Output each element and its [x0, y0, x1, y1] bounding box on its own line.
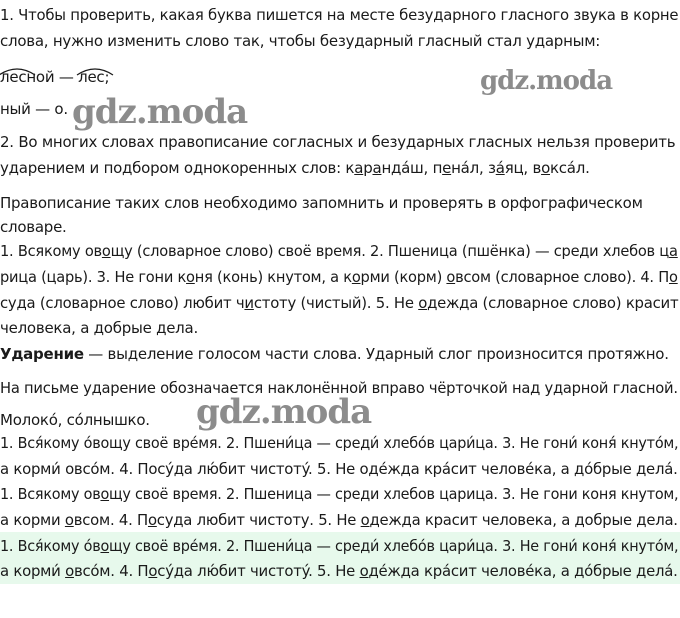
- text-line: На письме ударение обозначается наклонённой вправо чёрточкой над ударной гласной.: [0, 379, 678, 397]
- term: Ударение: [0, 345, 84, 363]
- text-line: 1. Вся́кому óвощу своё врéмя. 2. Пшени́ца — среди́ хлебóв цари́ца. 3. Не гони́ коня́ кнутóм,: [0, 434, 679, 452]
- text-line: человека, а добрые дела.: [0, 319, 198, 337]
- text-line: 1. Чтобы проверить, какая буква пишется на месте безударного гласного звука в корне: [0, 6, 679, 24]
- text-line: Молокó, сóлнышко.: [0, 411, 150, 429]
- definition-line: Ударение — выделение голосом части слова. Ударный слог произносится протяжно.: [0, 345, 669, 363]
- root-example-line: [0, 64, 109, 90]
- root-text: лес: [78, 68, 105, 86]
- text-line: а корми́ овсóм. 4. Посýда лю́бит чистотý. 5. Не одéжда крáсит человéка, а дóбрые делá.: [0, 460, 678, 478]
- root-mark: [78, 64, 104, 90]
- root-text: лес: [0, 68, 27, 86]
- answer-line: 1. Вся́кому óвощу своё врéмя. 2. Пшени́ца — среди́ хлебóв цари́ца. 3. Не гони́ коня́ кнутóм,: [0, 537, 679, 555]
- watermark: gdz.moda: [480, 66, 613, 96]
- tail-text: ;: [104, 68, 110, 86]
- text-line: словаре.: [0, 218, 67, 236]
- root-mark: [0, 64, 26, 90]
- dash-text: —: [54, 68, 79, 86]
- text-line: а корми овсом. 4. Посуда любит чистоту. 5. Не одежда красит человека, а добрые дела.: [0, 511, 678, 529]
- text-line: рица (царь). 3. Не гони коня (конь) кнутом, а корми (корм) овсом (словарное слово). 4. По: [0, 268, 678, 286]
- text-line: суда (словарное слово) любит чистоту (чистый). 5. Не одежда (словарное слово) красит: [0, 294, 679, 312]
- text-line: 2. Во многих словах правописание согласных и безударных гласных нельзя проверить: [0, 133, 676, 151]
- watermark: gdz.moda: [72, 92, 248, 132]
- text-line: 1. Всякому овощу своё время. 2. Пшеница — среди хлебов царица. 3. Не гони коня кнутом,: [0, 485, 679, 503]
- text-line: ударением и подбором однокоренных слов: карандáш, пенáл, заяц, воксáл.: [0, 159, 590, 177]
- ending-text: ной: [26, 68, 55, 86]
- text-line: слова, нужно изменить слово так, чтобы безударный гласный стал ударным:: [0, 32, 601, 50]
- text-line: Правописание таких слов необходимо запомнить и проверять в орфографическом: [0, 194, 643, 212]
- text-line: ный — о.: [0, 100, 68, 118]
- watermark: gdz.moda: [196, 392, 372, 432]
- answer-line: а корми́ овсóм. 4. Посýда лю́бит чистотý. 5. Не одéжда крáсит человéка, а дóбрые делá.: [0, 562, 678, 580]
- text-line: 1. Всякому овощу (словарное слово) своё время. 2. Пшеница (пшёнка) — среди хлебов ца: [0, 242, 678, 260]
